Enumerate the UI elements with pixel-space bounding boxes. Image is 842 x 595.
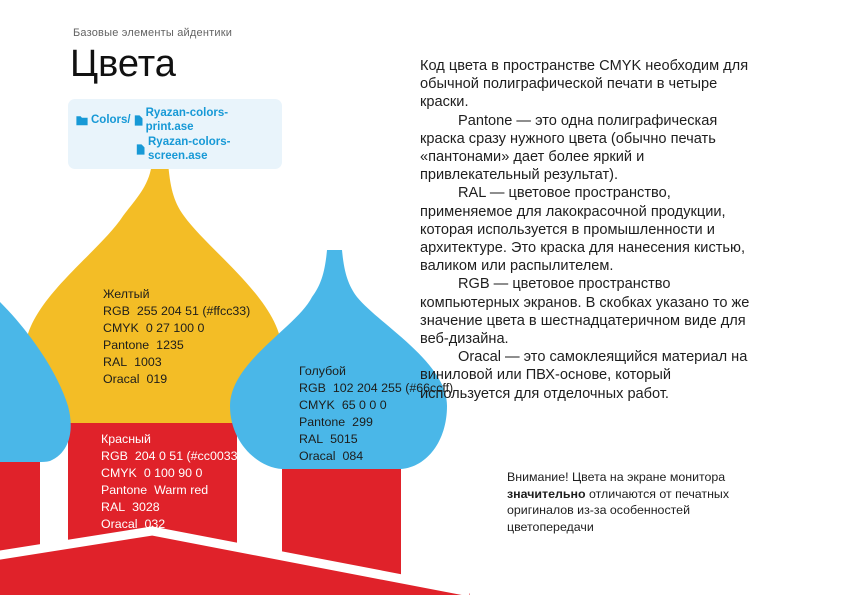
- spec-line: Oracal 084: [299, 449, 364, 463]
- page-title: Цвета: [70, 43, 176, 85]
- file-row: [76, 106, 274, 134]
- swatch-name: Красный: [101, 432, 151, 446]
- spec-line: RAL 3028: [101, 500, 160, 514]
- swatch-yellow-specs: [103, 286, 250, 388]
- swatch-name: Желтый: [103, 287, 150, 301]
- notice-bold-text: значительно: [507, 486, 586, 501]
- paragraph-oracal: Oracal — это самоклеящийся материал на виниловой или ПВХ-основе, который используется для отделочных работ.: [420, 349, 748, 402]
- paragraph-ral: RAL — цветовое пространство, применяемое для лакокрасочной продукции, которая используется в промышленности и архитектуре. Это краска для нанесения кистью, валиком или распылителем.: [420, 185, 746, 275]
- paragraph-rgb: RGB — цветовое пространство компьютерных экранов. В скобках указано то же значение цвета в шестнадцатеричном виде для веб-дизайна.: [420, 276, 750, 348]
- swatch-blue-specs: [299, 363, 453, 465]
- spec-line: Pantone 299: [299, 415, 373, 429]
- color-warning-note: [507, 469, 771, 535]
- spec-line: CMYK 65 0 0 0: [299, 398, 387, 412]
- swatch-red-specs: [101, 431, 242, 533]
- spec-line: Pantone Warm red: [101, 483, 209, 497]
- paragraph-pantone: Pantone — это одна полиграфическая краска сразу нужного цвета (обычно печать «пантонами» дает более яркий и привлекательный результат).: [420, 112, 718, 184]
- file-link-screen[interactable]: Ryazan-colors-screen.ase: [148, 136, 231, 162]
- folder-link[interactable]: Colors/: [91, 114, 131, 126]
- notice-text: отличаются от печатных оригиналов из-за особенностей цветопередачи: [507, 486, 730, 534]
- spec-line: Oracal 032: [101, 517, 166, 531]
- paragraph-cmyk: Код цвета в пространстве CMYK необходим для обычной полиграфической печати в четыре краски.: [420, 58, 749, 111]
- spec-line: RAL 5015: [299, 432, 358, 446]
- file-row: [136, 135, 274, 163]
- asset-files-panel: [68, 99, 282, 169]
- folder-icon: [76, 115, 88, 126]
- swatch-name: Голубой: [299, 364, 346, 378]
- spec-line: RGB 102 204 255 (#66ccff): [299, 381, 454, 395]
- file-icon: [134, 115, 143, 126]
- spec-line: Pantone 1235: [103, 338, 184, 352]
- spec-line: CMYK 0 27 100 0: [103, 321, 205, 335]
- file-icon: [136, 144, 145, 155]
- section-eyebrow: Базовые элементы айдентики: [73, 27, 233, 39]
- spec-line: Oracal 019: [103, 372, 168, 386]
- spec-line: RGB 204 0 51 (#cc0033): [101, 449, 242, 463]
- notice-text: Внимание! Цвета на экране монитора: [507, 470, 726, 484]
- file-link-print[interactable]: Ryazan-colors-print.ase: [145, 107, 229, 133]
- spec-line: RAL 1003: [103, 355, 162, 369]
- spec-line: CMYK 0 100 90 0: [101, 466, 203, 480]
- spec-line: RGB 255 204 51 (#ffcc33): [103, 304, 251, 318]
- body-text-column: [420, 57, 764, 403]
